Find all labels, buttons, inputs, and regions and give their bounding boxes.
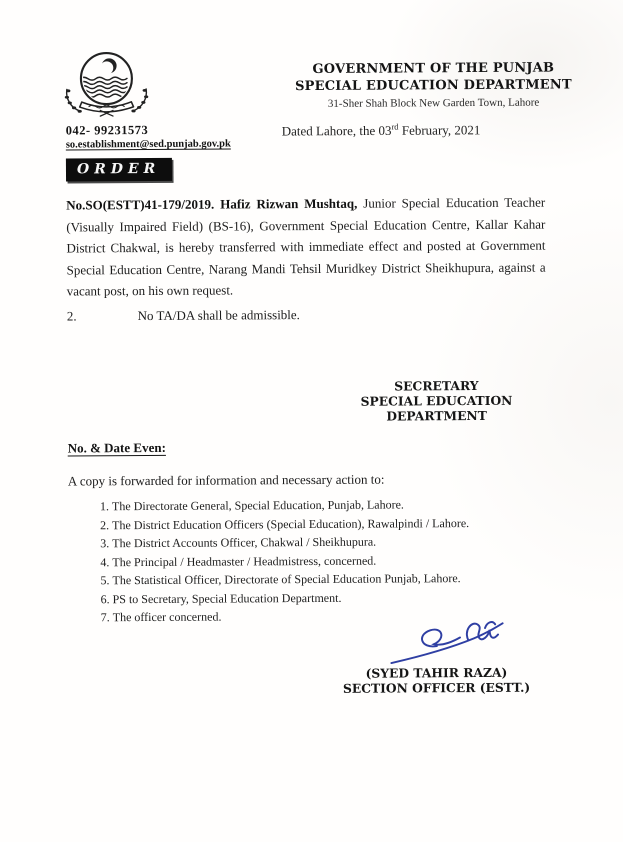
paragraph-2-number: 2.: [66, 307, 77, 323]
distribution-intro: A copy is forwarded for information and necessary action to:: [67, 471, 385, 489]
list-item: 6. PS to Secretary, Special Education Department.: [113, 587, 548, 608]
officer-title: SECTION OFFICER (ESTT.): [342, 679, 531, 696]
signatory-line: SECRETARY: [394, 377, 479, 394]
officer-name: (SYED TAHIR RAZA): [365, 664, 508, 681]
org-name-line1: GOVERNMENT OF THE PUNJAB: [312, 60, 555, 77]
phone-number: 042- 99231573: [65, 122, 149, 138]
org-address: 31-Sher Shah Block New Garden Town, Lahore: [327, 96, 540, 110]
signatory-line: SPECIAL EDUCATION: [360, 392, 513, 409]
date-text-suffix: February, 2021: [398, 122, 481, 138]
signatory-designation-block: [360, 378, 512, 424]
list-item: 5. The Statistical Officer, Directorate of Special Education Punjab, Lahore.: [112, 569, 547, 590]
punjab-government-crest-icon: [60, 45, 152, 124]
list-item: 1. The Directorate General, Special Education, Punjab, Lahore.: [112, 495, 547, 516]
date-line: [282, 121, 481, 140]
order-paragraph-2: [67, 302, 546, 326]
signature-area: [69, 628, 549, 717]
list-item: 4. The Principal / Headmaster / Headmistress, concerned.: [112, 550, 547, 571]
signature-name-block: [343, 664, 530, 696]
order-paragraph-text: Junior Special Education Teacher (Visually Impaired Field) (BS-16), Government Special Education Centre, Kallar Kahar District Chakwal, is hereby transferred with immediate effect and posted at Government Special Education Centre, Narang Mandi Tehsil Muridkey District Sheikhupura, against a vacant post, on his own request.: [66, 194, 546, 299]
order-paragraph: [66, 192, 546, 302]
contact-block: [66, 122, 231, 150]
date-text: Dated Lahore, the 03: [281, 122, 392, 139]
order-body: [66, 192, 548, 717]
date-ordinal: rd: [391, 121, 399, 132]
number-and-date-label: No. & Date Even:: [67, 439, 166, 456]
paragraph-2-text: No TA/DA shall be admissible.: [137, 306, 300, 323]
order-heading-banner: ORDER: [66, 158, 172, 182]
list-item: 3. The District Accounts Officer, Chakwal / Sheikhupura.: [112, 532, 547, 553]
org-name-line2: SPECIAL EDUCATION DEPARTMENT: [295, 76, 572, 94]
list-item: 7. The officer concerned.: [113, 606, 548, 627]
letterhead: [274, 60, 592, 111]
distribution-list: [68, 495, 548, 627]
email-address: so.establishment@sed.punjab.gov.pk: [65, 138, 231, 151]
signatory-line: DEPARTMENT: [386, 407, 487, 424]
handwritten-signature-icon: [386, 616, 512, 669]
list-item: 2. The District Education Officers (Special Education), Rawalpindi / Lahore.: [112, 513, 547, 534]
order-reference-number: No.SO(ESTT)41-179/2019. Hafiz Rizwan Mushtaq,: [66, 195, 358, 213]
